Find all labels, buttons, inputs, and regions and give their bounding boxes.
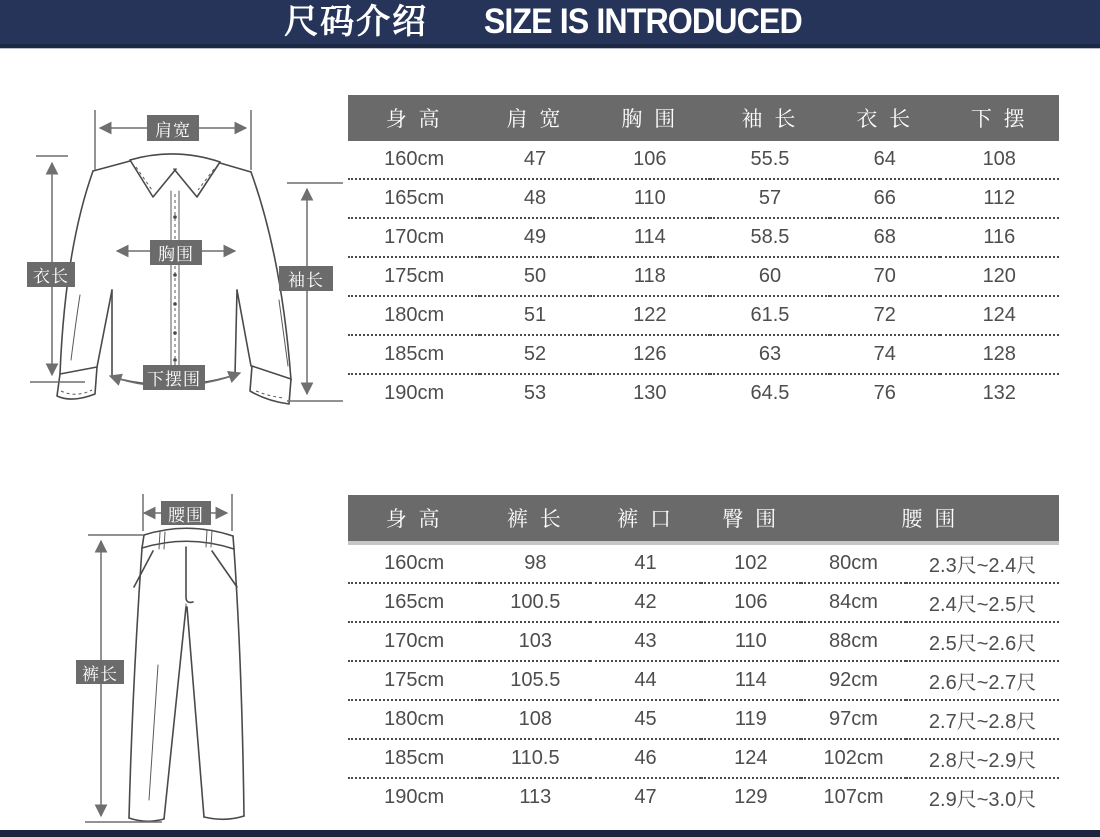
hem-label: 下摆围: [143, 365, 205, 390]
banner-title-chinese: 尺码介绍: [284, 3, 429, 41]
table-cell: 76: [873, 382, 896, 404]
table-cell: 132: [982, 382, 1016, 404]
table-cell: 114: [701, 661, 801, 700]
column-header-height: 身 高: [348, 495, 480, 543]
table-cell: 124: [701, 739, 801, 778]
chest-label: 胸围: [150, 240, 202, 265]
table-cell: 108: [940, 141, 1059, 179]
table-row: [348, 661, 1059, 700]
shoulder-width-label: 肩宽: [147, 115, 199, 141]
table-row: [348, 374, 1059, 412]
table-cell: 160cm: [348, 543, 480, 583]
column-header-pants-length: 裤 长: [480, 495, 590, 543]
table-cell: 2.9尺~3.0尺: [928, 789, 1037, 811]
column-header-waist: 腰 围: [801, 495, 1059, 543]
column-header-sleeve: 袖 长: [710, 95, 830, 141]
table-cell: 72: [830, 296, 939, 335]
table-cell: 49: [480, 218, 589, 257]
table-cell: 107cm: [823, 786, 884, 808]
shirt-table-header-row: [348, 95, 1059, 141]
table-cell: 160cm: [348, 141, 480, 179]
table-cell: 57: [710, 179, 830, 218]
table-cell: 185cm: [348, 739, 480, 778]
table-cell: 175cm: [348, 661, 480, 700]
table-cell: 2.4尺~2.5尺: [906, 583, 1059, 622]
table-cell: 2.5尺~2.6尺: [906, 622, 1059, 661]
table-cell: 46: [590, 739, 700, 778]
table-cell: 51: [480, 296, 589, 335]
table-row: [348, 296, 1059, 335]
table-cell: 128: [940, 335, 1059, 374]
table-cell: 47: [634, 786, 657, 808]
table-cell: 190cm: [384, 382, 445, 404]
pants-size-table: [348, 495, 1059, 816]
pants-length-label: 裤长: [76, 660, 124, 684]
table-cell: 170cm: [348, 622, 480, 661]
table-cell: 185cm: [348, 335, 480, 374]
table-cell: 165cm: [348, 583, 480, 622]
table-cell: 80cm: [801, 543, 906, 583]
pants-line-art: [129, 528, 244, 821]
table-cell: 58.5: [710, 218, 830, 257]
table-cell: 126: [590, 335, 710, 374]
table-cell: 52: [480, 335, 589, 374]
waist-label: 腰围: [161, 501, 211, 525]
pants-table-header-row: [348, 495, 1059, 543]
table-cell: 2.6尺~2.7尺: [906, 661, 1059, 700]
column-header-shoulder: 肩 宽: [480, 95, 589, 141]
table-cell: 114: [590, 218, 710, 257]
table-cell: 106: [701, 583, 801, 622]
shirt-size-table: [348, 95, 1059, 412]
table-row: [348, 218, 1059, 257]
table-cell: 44: [590, 661, 700, 700]
table-cell: 100.5: [480, 583, 590, 622]
table-cell: 180cm: [348, 700, 480, 739]
column-header-chest: 胸 围: [590, 95, 710, 141]
table-cell: 103: [480, 622, 590, 661]
table-cell: 112: [940, 179, 1059, 218]
table-cell: 53: [523, 382, 547, 404]
table-cell: 102: [701, 543, 801, 583]
table-cell: 129: [734, 786, 768, 808]
column-header-clothes-length: 衣 长: [830, 95, 939, 141]
table-cell: 55.5: [710, 141, 830, 179]
table-cell: 97cm: [801, 700, 906, 739]
table-cell: 66: [830, 179, 939, 218]
column-header-hip: 臀 围: [701, 495, 801, 543]
banner-title-english: SIZE IS INTRODUCED: [483, 2, 802, 41]
table-cell: 68: [830, 218, 939, 257]
table-row: [348, 141, 1059, 179]
table-cell: 43: [590, 622, 700, 661]
table-cell: 190cm: [384, 786, 445, 808]
title-banner: [0, 0, 1100, 48]
table-cell: 2.7尺~2.8尺: [906, 700, 1059, 739]
table-cell: 102cm: [801, 739, 906, 778]
table-cell: 175cm: [348, 257, 480, 296]
table-cell: 106: [590, 141, 710, 179]
table-cell: 64.5: [750, 382, 790, 404]
column-header-hem: 下 摆: [940, 95, 1059, 141]
table-cell: 41: [590, 543, 700, 583]
table-cell: 118: [590, 257, 710, 296]
table-cell: 60: [710, 257, 830, 296]
table-cell: 116: [940, 218, 1059, 257]
table-cell: 88cm: [801, 622, 906, 661]
table-cell: 122: [590, 296, 710, 335]
table-row: [348, 700, 1059, 739]
table-cell: 110: [590, 179, 710, 218]
table-cell: 64: [830, 141, 939, 179]
table-cell: 70: [830, 257, 939, 296]
clothes-length-label: 衣长: [27, 262, 75, 287]
table-row: [348, 335, 1059, 374]
table-row: [348, 778, 1059, 816]
table-cell: 180cm: [348, 296, 480, 335]
table-row: [348, 179, 1059, 218]
column-header-height: 身 高: [348, 95, 480, 141]
table-row: [348, 739, 1059, 778]
sleeve-length-label: 袖长: [279, 266, 333, 291]
table-row: [348, 622, 1059, 661]
table-row: [348, 543, 1059, 583]
column-header-leg-opening: 裤 口: [590, 495, 700, 543]
table-cell: 124: [940, 296, 1059, 335]
table-row: [348, 257, 1059, 296]
table-cell: 170cm: [348, 218, 480, 257]
table-cell: 92cm: [801, 661, 906, 700]
table-cell: 63: [710, 335, 830, 374]
table-row: [348, 583, 1059, 622]
table-cell: 42: [590, 583, 700, 622]
table-cell: 120: [940, 257, 1059, 296]
table-cell: 48: [480, 179, 589, 218]
table-cell: 45: [590, 700, 700, 739]
table-cell: 98: [480, 543, 590, 583]
table-cell: 130: [633, 382, 667, 404]
table-cell: 105.5: [480, 661, 590, 700]
table-cell: 2.3尺~2.4尺: [906, 543, 1059, 583]
table-cell: 74: [830, 335, 939, 374]
table-cell: 84cm: [801, 583, 906, 622]
table-cell: 110: [701, 622, 801, 661]
table-cell: 47: [480, 141, 589, 179]
table-cell: 110.5: [480, 739, 590, 778]
table-cell: 61.5: [710, 296, 830, 335]
table-cell: 119: [701, 700, 801, 739]
table-cell: 113: [519, 786, 552, 808]
table-cell: 50: [480, 257, 589, 296]
table-cell: 108: [480, 700, 590, 739]
table-cell: 2.8尺~2.9尺: [906, 739, 1059, 778]
table-cell: 165cm: [348, 179, 480, 218]
